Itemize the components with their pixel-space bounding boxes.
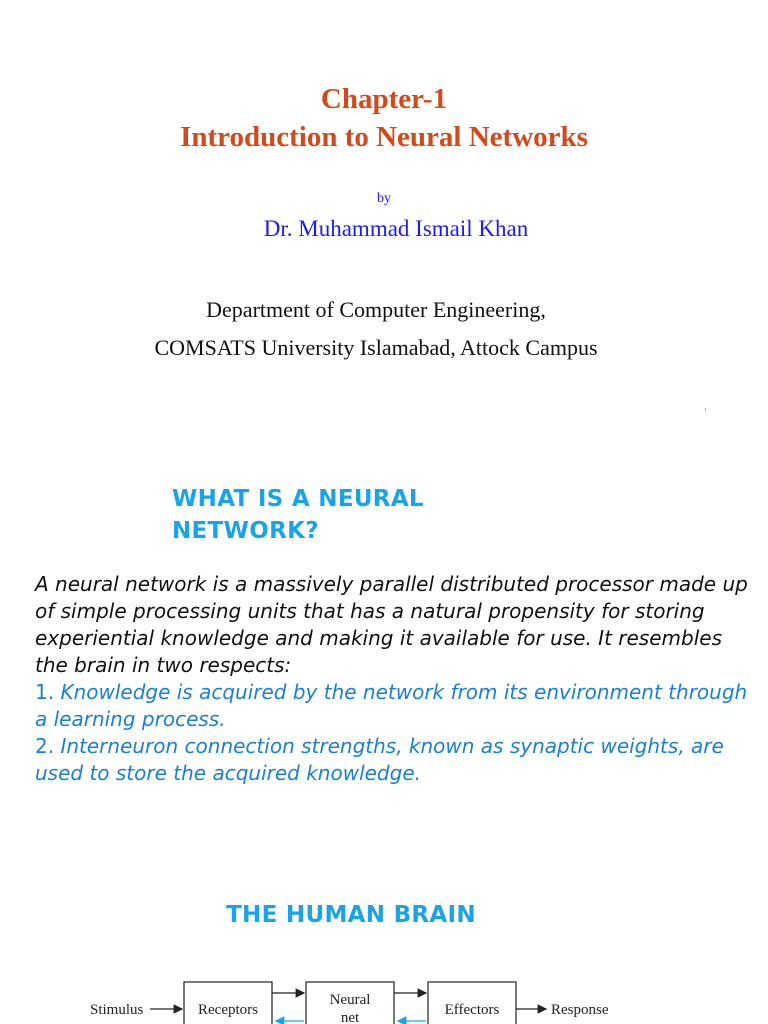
author-name: Dr. Muhammad Ismail Khan [263, 216, 529, 241]
heading-line-1: WHAT IS A NEURAL [172, 486, 424, 512]
department-line: Department of Computer Engineering, [206, 297, 546, 322]
definition-text: A neural network is a massively parallel distributed processor made up of simple processing units that has a natural propensity for storing experiential knowledge and making it available for use. It resembles the brain in two respects: [35, 572, 748, 677]
point-2 [35, 734, 724, 785]
point-1 [35, 680, 747, 731]
affiliation [0, 291, 752, 367]
point-1-text: Knowledge is acquired by the network from its environment through a learning process. [35, 680, 748, 731]
point-1-number: 1. [35, 680, 55, 704]
point-2-number: 2. [35, 734, 55, 758]
chapter-label: Chapter-1 [320, 83, 448, 115]
stimulus-label: Stimulus [90, 1002, 144, 1018]
page-number: 1 [704, 408, 707, 414]
response-label: Response [551, 1002, 609, 1018]
neural-net-label-1: Neural [329, 992, 371, 1008]
heading-line-2: NETWORK? [172, 518, 319, 544]
point-2-text: Interneuron connection strengths, known as synaptic weights, are used to store the acquired knowledge. [35, 734, 724, 785]
definition-block [35, 571, 750, 787]
brain-block-diagram [0, 960, 768, 1024]
by-label: by [377, 191, 391, 206]
university-line: COMSATS University Islamabad, Attock Campus [154, 335, 598, 360]
section-heading-neural-network [172, 483, 492, 547]
chapter-title [0, 80, 768, 156]
section-heading-human-brain: THE HUMAN BRAIN [226, 902, 476, 928]
receptors-label: Receptors [198, 1002, 258, 1018]
effectors-label: Effectors [444, 1002, 500, 1018]
chapter-subtitle: Introduction to Neural Networks [180, 121, 588, 153]
neural-net-label-2: net [340, 1010, 360, 1024]
